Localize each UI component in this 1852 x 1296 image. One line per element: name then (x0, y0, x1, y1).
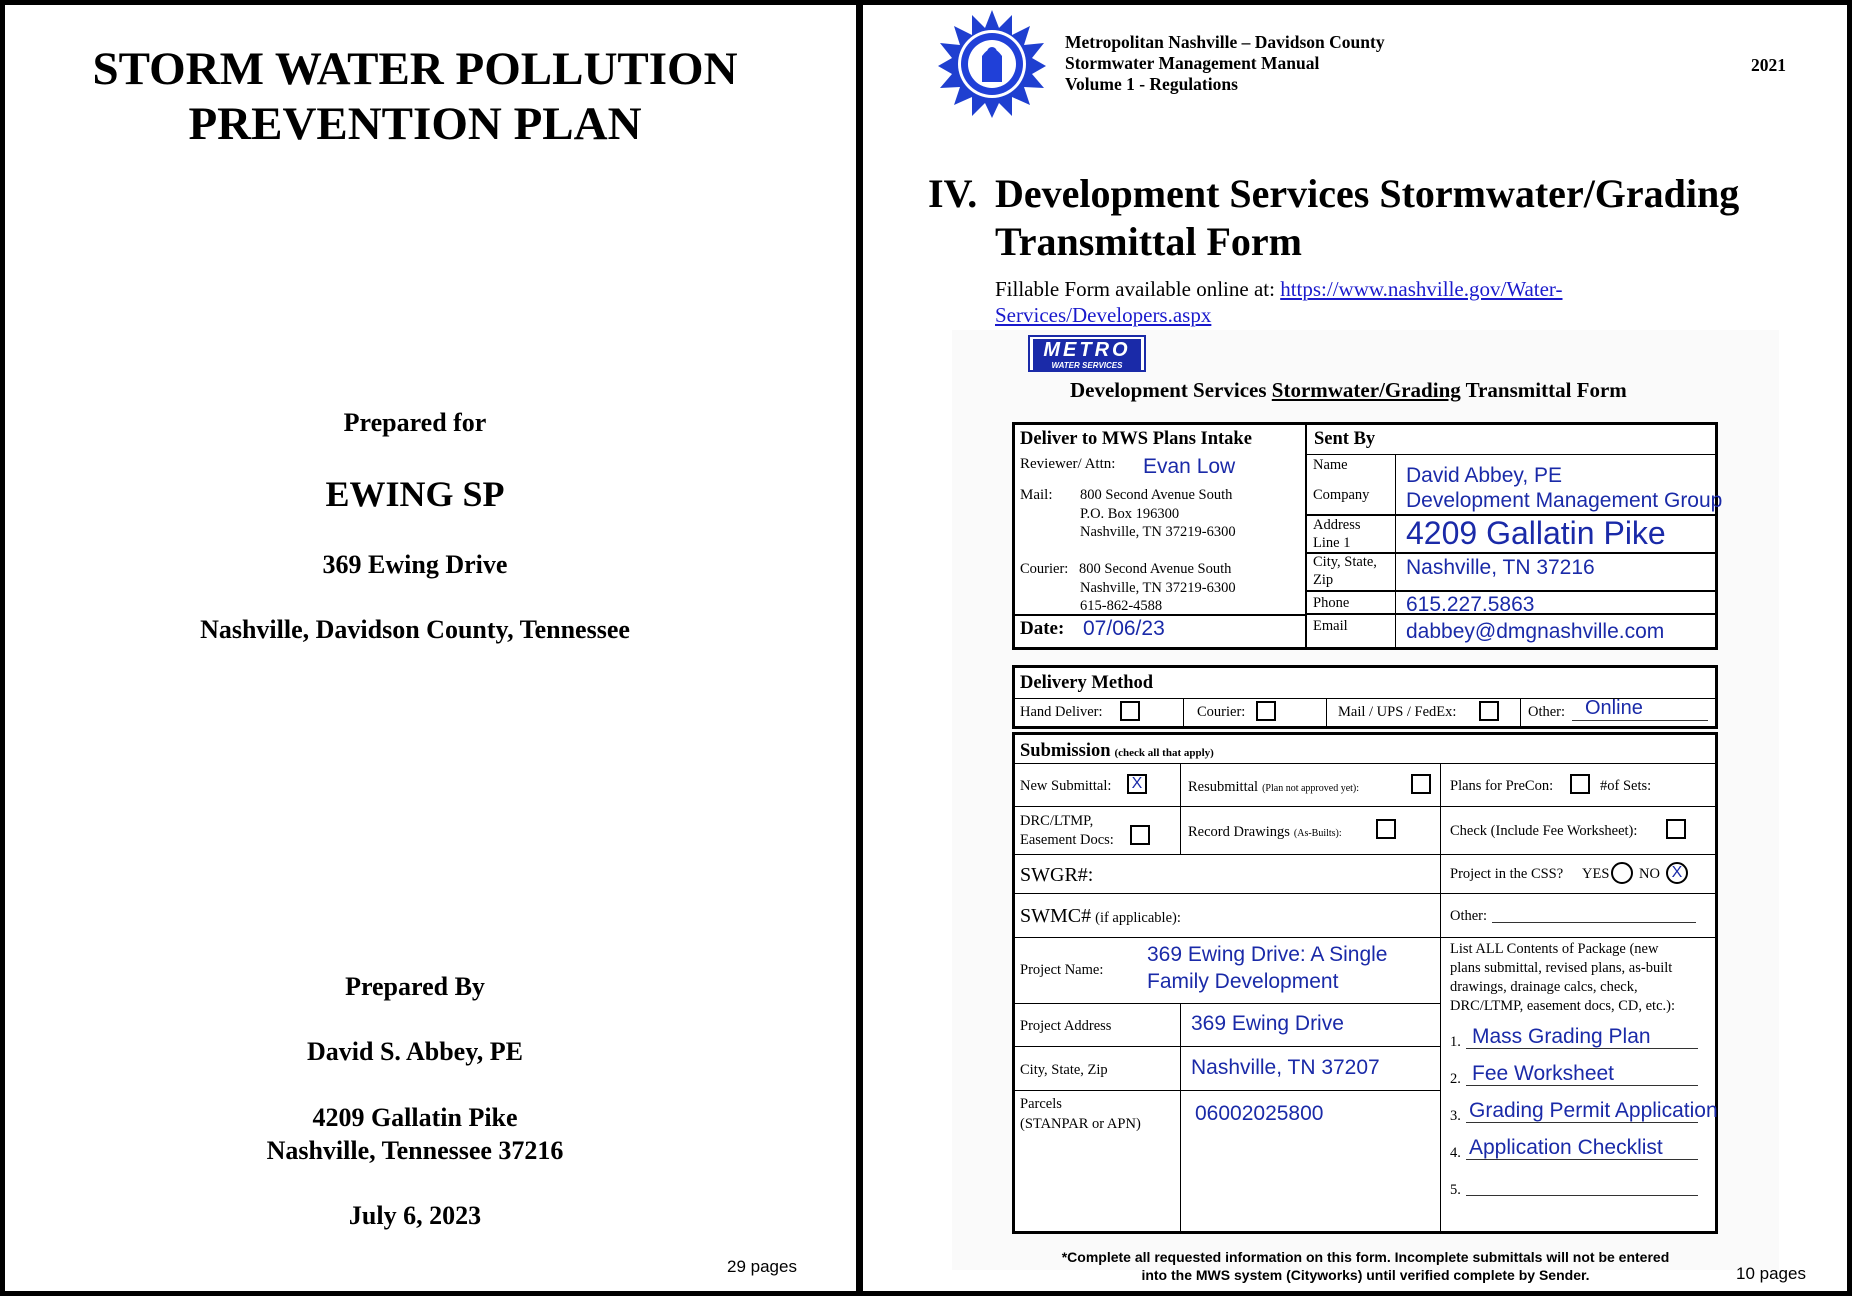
company-value[interactable]: Development Management Group (1406, 489, 1723, 512)
sentby-rule (1307, 590, 1716, 592)
resubmittal-label (1188, 778, 1359, 796)
city-value[interactable]: Nashville, TN 37216 (1406, 556, 1595, 579)
check-checkbox[interactable] (1666, 819, 1686, 839)
reviewer-value: Evan Low (1143, 455, 1236, 478)
form-title-post: Transmittal Form (1460, 378, 1627, 402)
section-title-line1: Development Services Stormwater/Grading (995, 171, 1740, 216)
sets-label: #of Sets: (1600, 778, 1652, 794)
address-label-1: Address (1313, 517, 1361, 533)
delivery-other-line (1572, 720, 1708, 721)
submission-rule (1014, 806, 1716, 807)
email-label: Email (1313, 618, 1348, 634)
submission-heading-row (1020, 741, 1214, 762)
contents-instructions-4: DRC/LTMP, easement docs, CD, etc.): (1450, 998, 1675, 1014)
courier-line1: 800 Second Avenue South (1079, 561, 1232, 577)
parcels-value[interactable]: 06002025800 (1195, 1102, 1324, 1125)
delivery-heading: Delivery Method (1020, 673, 1154, 693)
drc-label-1: DRC/LTMP, (1020, 813, 1094, 829)
mail-line3: Nashville, TN 37219-6300 (1080, 524, 1236, 540)
record-drawings-checkbox[interactable] (1376, 819, 1396, 839)
delivery-divider (1520, 699, 1521, 727)
address-label-2: Line 1 (1313, 535, 1351, 551)
resubmittal-note: (Plan not approved yet): (1262, 783, 1360, 794)
page-divider (856, 0, 863, 1296)
contents-instructions-2: plans submittal, revised plans, as-built (1450, 960, 1673, 976)
city-label-1: City, State, (1313, 554, 1377, 570)
record-note: (As-Builts): (1293, 828, 1342, 839)
mail-ups-fedex-label: Mail / UPS / FedEx: (1338, 704, 1457, 720)
form-link-line2 (995, 302, 1211, 328)
contents-item-value[interactable]: Fee Worksheet (1472, 1062, 1615, 1085)
courier-address-label: Courier: (1020, 561, 1069, 577)
metro-logo-subtext: WATER SERVICES (1033, 361, 1141, 370)
sentby-rule (1307, 454, 1716, 455)
precon-label: Plans for PreCon: (1450, 778, 1554, 794)
mail-line2: P.O. Box 196300 (1080, 506, 1180, 522)
email-value[interactable]: dabbey@dmgnashville.com (1406, 620, 1665, 643)
contents-item-value[interactable]: Application Checklist (1469, 1136, 1663, 1159)
submission-heading-note: (check all that apply) (1114, 747, 1214, 759)
submission-rule (1014, 1003, 1440, 1004)
contents-item-number: 4. (1450, 1145, 1461, 1161)
deliver-heading: Deliver to MWS Plans Intake (1020, 429, 1252, 449)
resubmittal-text: Resubmittal (1188, 779, 1259, 795)
fillable-form-note (995, 276, 1563, 302)
parcels-label-1: Parcels (1020, 1096, 1062, 1112)
form-footnote (952, 1248, 1779, 1284)
header-line2: Stormwater Management Manual (1065, 53, 1320, 73)
delivery-divider (1183, 699, 1184, 727)
section-title-line2: Transmittal Form (995, 219, 1302, 264)
submission-divider (1440, 764, 1441, 1232)
contents-item-value[interactable]: Mass Grading Plan (1472, 1025, 1651, 1048)
css-yes-radio[interactable] (1611, 862, 1633, 884)
left-page-count: 29 pages (727, 1257, 797, 1276)
submission-other-label: Other: (1450, 908, 1488, 924)
prepared-by-label: Prepared By (345, 972, 485, 1001)
submission-rule (1014, 1046, 1440, 1047)
company-label: Company (1313, 487, 1370, 503)
site-location: Nashville, Davidson County, Tennessee (200, 615, 630, 644)
form-link-part1[interactable]: https://www.nashville.gov/Water- (1280, 277, 1563, 301)
submission-rule (1014, 854, 1716, 855)
check-label: Check (Include Fee Worksheet): (1450, 823, 1638, 839)
mail-label: Mail: (1020, 487, 1053, 503)
right-page-count: 10 pages (1736, 1264, 1806, 1283)
new-submittal-label: New Submittal: (1020, 778, 1112, 794)
css-no-label: NO (1639, 866, 1660, 882)
mail-line1: 800 Second Avenue South (1080, 487, 1233, 503)
courier-checkbox[interactable] (1256, 701, 1276, 721)
submission-divider (1180, 764, 1181, 854)
precon-checkbox[interactable] (1570, 774, 1590, 794)
record-drawings-label (1188, 823, 1342, 841)
metro-water-logo (1028, 335, 1146, 372)
delivery-other-label: Other: (1528, 704, 1566, 720)
mail-ups-fedex-checkbox[interactable] (1479, 701, 1499, 721)
contents-item-number: 3. (1450, 1108, 1461, 1124)
engineer-address-line2: Nashville, Tennessee 37216 (266, 1136, 564, 1165)
client-name: EWING SP (325, 474, 505, 514)
header-year: 2021 (1751, 55, 1786, 75)
contents-item-number: 2. (1450, 1071, 1461, 1087)
new-submittal-checkbox[interactable]: X (1127, 774, 1147, 794)
css-label: Project in the CSS? (1450, 866, 1564, 882)
drc-checkbox[interactable] (1130, 825, 1150, 845)
drc-label-2: Easement Docs: (1020, 832, 1114, 848)
site-address: 369 Ewing Drive (322, 550, 508, 579)
form-link-part2[interactable]: Services/Developers.aspx (995, 303, 1212, 327)
city-label-2: Zip (1313, 572, 1334, 588)
name-label: Name (1313, 457, 1348, 473)
project-city-label: City, State, Zip (1020, 1062, 1108, 1078)
swgr-label: SWGR#: (1020, 864, 1094, 886)
metro-seal-icon (936, 8, 1048, 120)
contents-item-number: 5. (1450, 1182, 1461, 1198)
hand-deliver-checkbox[interactable] (1120, 701, 1140, 721)
delivery-other-value[interactable]: Online (1585, 697, 1643, 719)
date-value[interactable]: 07/06/23 (1083, 617, 1165, 640)
record-text: Record Drawings (1188, 824, 1290, 840)
submission-rule (1014, 937, 1440, 938)
submission-divider (1180, 1003, 1181, 1232)
resubmittal-checkbox[interactable] (1411, 774, 1431, 794)
metro-logo-text: METRO (1033, 339, 1141, 361)
submission-rule (1014, 763, 1716, 764)
contents-instructions-1: List ALL Contents of Package (new (1450, 941, 1659, 957)
submission-heading: Submission (1020, 741, 1111, 761)
css-yes-label: YES (1582, 866, 1610, 882)
submission-rule (1014, 893, 1716, 894)
fillable-form-text: Fillable Form available online at: (995, 277, 1281, 301)
project-name-line1[interactable]: 369 Ewing Drive: A Single (1147, 943, 1388, 966)
name-value[interactable]: David Abbey, PE (1406, 464, 1563, 487)
project-name-label: Project Name: (1020, 962, 1104, 978)
footnote-line1: *Complete all requested information on this form. Incomplete submittals will not be entered (1061, 1249, 1670, 1265)
phone-label: Phone (1313, 595, 1350, 611)
address-value[interactable]: 4209 Gallatin Pike (1406, 515, 1666, 551)
project-city-value[interactable]: Nashville, TN 37207 (1191, 1056, 1380, 1079)
css-no-radio[interactable]: X (1666, 862, 1688, 884)
project-address-label: Project Address (1020, 1018, 1112, 1034)
plan-date: July 6, 2023 (348, 1201, 482, 1230)
submission-rule (1440, 937, 1716, 938)
courier-label: Courier: (1197, 704, 1246, 720)
prepared-for-label: Prepared for (343, 408, 487, 437)
date-label: Date: (1020, 618, 1065, 639)
delivery-divider (1326, 699, 1327, 727)
form-title-underlined: Stormwater/Grading (1271, 378, 1461, 402)
sentby-label-divider (1395, 454, 1396, 648)
courier-line2: Nashville, TN 37219-6300 (1080, 580, 1236, 596)
project-name-line2[interactable]: Family Development (1147, 970, 1339, 993)
engineer-address-line1: 4209 Gallatin Pike (312, 1103, 518, 1132)
plan-title-line2: PREVENTION PLAN (188, 98, 642, 150)
swmc-label-row (1020, 905, 1181, 928)
courier-phone: 615-862-4588 (1080, 598, 1163, 614)
contents-item-number: 1. (1450, 1034, 1461, 1050)
contents-instructions-3: drawings, drainage calcs, check, (1450, 979, 1638, 995)
reviewer-label: Reviewer/ Attn: (1020, 456, 1116, 472)
parcels-label-2: (STANPAR or APN) (1020, 1116, 1141, 1132)
submission-other-line (1492, 922, 1696, 923)
submission-rule (1014, 1090, 1440, 1091)
sentby-heading: Sent By (1314, 429, 1376, 449)
hand-deliver-label: Hand Deliver: (1020, 704, 1103, 720)
project-address-value[interactable]: 369 Ewing Drive (1191, 1012, 1344, 1035)
header-line3: Volume 1 - Regulations (1065, 74, 1238, 94)
phone-value[interactable]: 615.227.5863 (1406, 593, 1535, 616)
contents-item-line (1466, 1195, 1698, 1196)
plan-title-line1: STORM WATER POLLUTION (92, 43, 738, 95)
swmc-note: (if applicable): (1095, 910, 1181, 926)
form-title-pre: Development Services (1070, 378, 1272, 402)
footnote-line2: into the MWS system (Cityworks) until verified complete by Sender. (1141, 1267, 1590, 1283)
header-line1: Metropolitan Nashville – Davidson County (1065, 32, 1385, 52)
contents-item-value[interactable]: Grading Permit Application (1469, 1099, 1718, 1122)
swmc-label: SWMC# (1020, 905, 1092, 927)
section-number: IV. (928, 171, 978, 216)
form-title (1070, 378, 1627, 403)
engineer-name: David S. Abbey, PE (306, 1037, 523, 1066)
